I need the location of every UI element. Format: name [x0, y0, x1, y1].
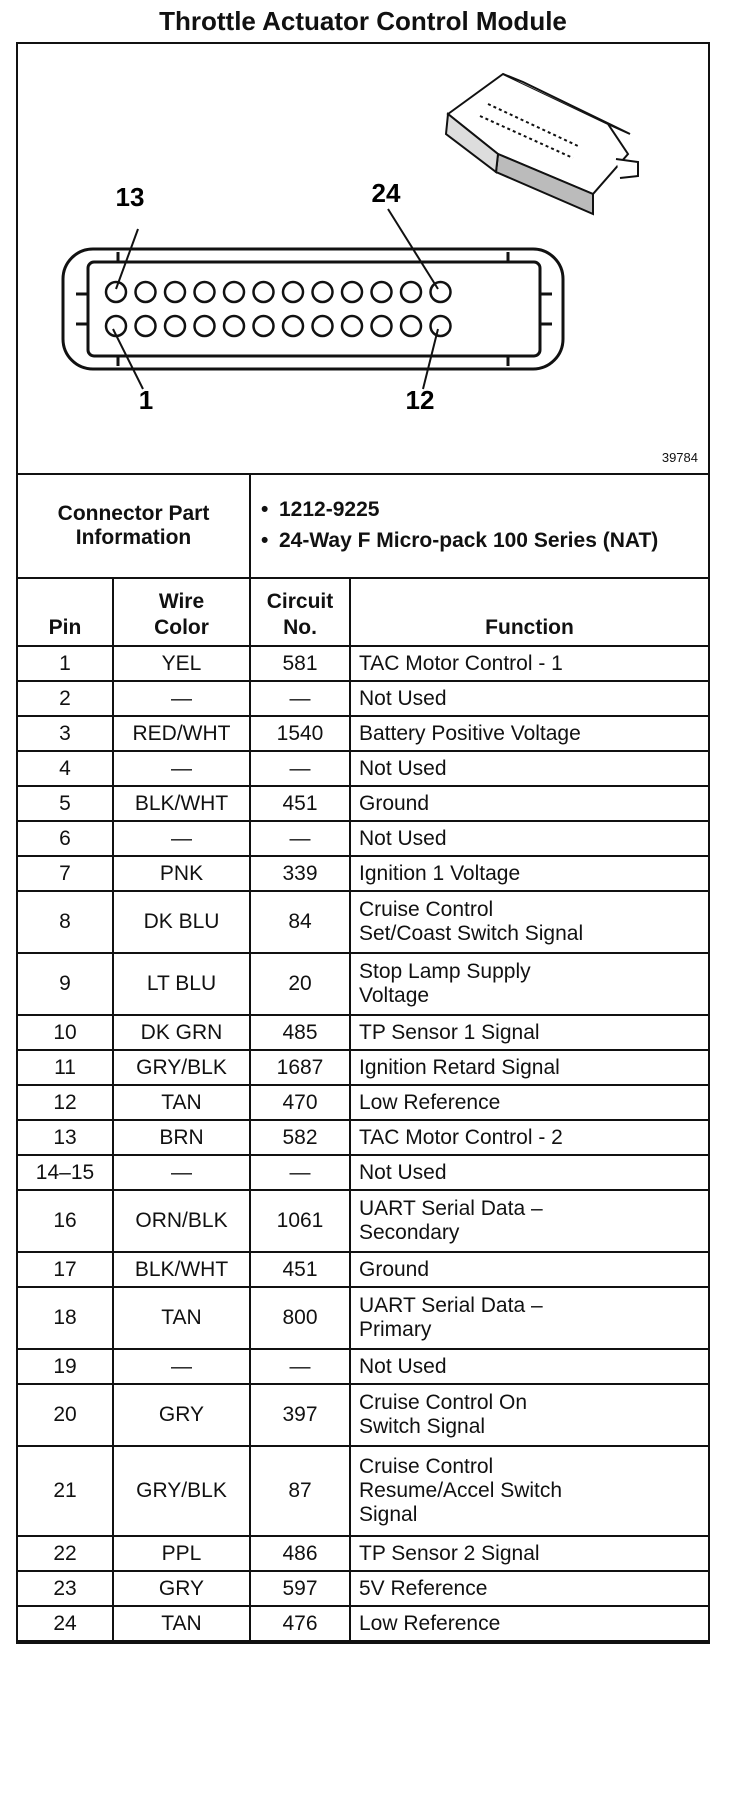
function-cell: Low Reference	[350, 1606, 708, 1641]
function-cell: Battery Positive Voltage	[350, 716, 708, 751]
pin-hole	[313, 316, 333, 336]
pin-hole	[283, 282, 303, 302]
circuit-cell: 1687	[250, 1050, 350, 1085]
pin-label-1: 1	[138, 385, 154, 415]
table-row	[18, 1190, 708, 1252]
connector-table-frame	[16, 42, 710, 1644]
pin-hole	[431, 282, 451, 302]
circuit-cell: —	[250, 681, 350, 716]
pin-cell: 14–15	[18, 1155, 113, 1190]
wire-color-cell: —	[113, 1349, 250, 1384]
function-cell: Not Used	[350, 1155, 708, 1190]
pin-cell: 5	[18, 786, 113, 821]
table-row	[18, 681, 708, 716]
table-row	[18, 1446, 708, 1536]
col-circuit: Circuit No.	[250, 579, 350, 646]
table-row	[18, 856, 708, 891]
pin-cell: 9	[18, 953, 113, 1015]
wire-color-cell: PNK	[113, 856, 250, 891]
wire-color-cell: —	[113, 751, 250, 786]
wire-color-cell: PPL	[113, 1536, 250, 1571]
circuit-cell: 87	[250, 1446, 350, 1536]
pin-hole	[431, 316, 451, 336]
table-row	[18, 1536, 708, 1571]
wire-color-cell: YEL	[113, 646, 250, 681]
pin-cell: 21	[18, 1446, 113, 1536]
connector-info-label: Connector Part Information	[18, 475, 250, 578]
pin-label-24: 24	[371, 178, 401, 208]
connector-3d-sketch	[446, 74, 638, 214]
function-cell: Ground	[350, 1252, 708, 1287]
pin-hole	[254, 316, 274, 336]
pin-cell: 11	[18, 1050, 113, 1085]
pin-hole	[283, 316, 303, 336]
pin-cell: 10	[18, 1015, 113, 1050]
pin-hole	[224, 282, 244, 302]
wire-color-cell: —	[113, 1155, 250, 1190]
wire-color-cell: BLK/WHT	[113, 786, 250, 821]
pin-hole	[165, 282, 185, 302]
table-row	[18, 716, 708, 751]
circuit-cell: 597	[250, 1571, 350, 1606]
page-title: Throttle Actuator Control Module	[159, 6, 567, 36]
circuit-cell: 339	[250, 856, 350, 891]
pin-cell: 13	[18, 1120, 113, 1155]
circuit-cell: —	[250, 751, 350, 786]
circuit-cell: 800	[250, 1287, 350, 1349]
pin-hole	[136, 282, 156, 302]
circuit-cell: 581	[250, 646, 350, 681]
pin-hole	[313, 282, 333, 302]
circuit-cell: 397	[250, 1384, 350, 1446]
function-cell: 5V Reference	[350, 1571, 708, 1606]
connector-description: • 24-Way F Micro-pack 100 Series (NAT)	[261, 528, 702, 553]
pin-cell: 8	[18, 891, 113, 953]
circuit-cell: 451	[250, 1252, 350, 1287]
figure-number: 39784	[661, 450, 698, 465]
circuit-cell: 1061	[250, 1190, 350, 1252]
pin-cell: 19	[18, 1349, 113, 1384]
pin-cell: 20	[18, 1384, 113, 1446]
pin-hole	[401, 282, 421, 302]
pin-cell: 22	[18, 1536, 113, 1571]
pin-row-top	[106, 282, 451, 302]
connector-info-values	[250, 475, 708, 578]
circuit-cell: 486	[250, 1536, 350, 1571]
circuit-cell: 84	[250, 891, 350, 953]
wire-color-cell: LT BLU	[113, 953, 250, 1015]
function-cell: Cruise Control Set/Coast Switch Signal	[350, 891, 708, 953]
wire-color-cell: GRY/BLK	[113, 1050, 250, 1085]
function-cell: TAC Motor Control - 1	[350, 646, 708, 681]
circuit-cell: 20	[250, 953, 350, 1015]
pin-hole	[165, 316, 185, 336]
pinout-header	[18, 579, 708, 646]
pin-hole	[401, 316, 421, 336]
connector-part-number: • 1212-9225	[261, 497, 702, 522]
pin-cell: 1	[18, 646, 113, 681]
circuit-cell: 451	[250, 786, 350, 821]
table-row	[18, 821, 708, 856]
circuit-cell: 476	[250, 1606, 350, 1641]
function-cell: Cruise Control Resume/Accel Switch Signal	[350, 1446, 708, 1536]
pin-cell: 4	[18, 751, 113, 786]
col-pin: Pin	[18, 579, 113, 646]
table-row	[18, 953, 708, 1015]
table-row	[18, 1252, 708, 1287]
function-cell: Cruise Control On Switch Signal	[350, 1384, 708, 1446]
connector-info-table	[18, 475, 708, 579]
function-cell: Stop Lamp Supply Voltage	[350, 953, 708, 1015]
table-row	[18, 1349, 708, 1384]
table-row	[18, 786, 708, 821]
pin-hole	[195, 282, 215, 302]
function-cell: UART Serial Data – Primary	[350, 1287, 708, 1349]
leader-pin-12	[423, 329, 438, 389]
pin-cell: 23	[18, 1571, 113, 1606]
wire-color-cell: GRY	[113, 1384, 250, 1446]
table-row	[18, 751, 708, 786]
table-row	[18, 1120, 708, 1155]
table-row	[18, 1050, 708, 1085]
table-row	[18, 1606, 708, 1641]
col-function: Function	[350, 579, 708, 646]
pin-cell: 2	[18, 681, 113, 716]
circuit-cell: —	[250, 821, 350, 856]
function-cell: TP Sensor 2 Signal	[350, 1536, 708, 1571]
wire-color-cell: ORN/BLK	[113, 1190, 250, 1252]
pin-cell: 6	[18, 821, 113, 856]
wire-color-cell: TAN	[113, 1606, 250, 1641]
pin-cell: 17	[18, 1252, 113, 1287]
table-row	[18, 1287, 708, 1349]
circuit-cell: 470	[250, 1085, 350, 1120]
function-cell: Not Used	[350, 751, 708, 786]
pin-cell: 12	[18, 1085, 113, 1120]
pin-cell: 16	[18, 1190, 113, 1252]
function-cell: TP Sensor 1 Signal	[350, 1015, 708, 1050]
pinout-table	[18, 579, 708, 1642]
connector-diagram	[18, 44, 708, 475]
pin-hole	[342, 282, 362, 302]
wire-color-cell: DK GRN	[113, 1015, 250, 1050]
function-cell: TAC Motor Control - 2	[350, 1120, 708, 1155]
wire-color-cell: GRY/BLK	[113, 1446, 250, 1536]
table-row	[18, 1155, 708, 1190]
wire-color-cell: —	[113, 821, 250, 856]
circuit-cell: 582	[250, 1120, 350, 1155]
table-row	[18, 1085, 708, 1120]
wire-color-cell: BRN	[113, 1120, 250, 1155]
pin-label-12: 12	[405, 385, 435, 415]
wire-color-cell: TAN	[113, 1287, 250, 1349]
table-row	[18, 1571, 708, 1606]
pin-cell: 24	[18, 1606, 113, 1641]
wire-color-cell: GRY	[113, 1571, 250, 1606]
pin-hole	[106, 282, 126, 302]
circuit-cell: 485	[250, 1015, 350, 1050]
wire-color-cell: BLK/WHT	[113, 1252, 250, 1287]
wire-color-cell: —	[113, 681, 250, 716]
pin-hole	[136, 316, 156, 336]
table-row	[18, 1384, 708, 1446]
pin-hole	[254, 282, 274, 302]
function-cell: Not Used	[350, 681, 708, 716]
circuit-cell: —	[250, 1155, 350, 1190]
table-row	[18, 646, 708, 681]
function-cell: Not Used	[350, 1349, 708, 1384]
wire-color-cell: TAN	[113, 1085, 250, 1120]
pin-hole	[342, 316, 362, 336]
function-cell: Ground	[350, 786, 708, 821]
pin-cell: 7	[18, 856, 113, 891]
circuit-cell: —	[250, 1349, 350, 1384]
pin-cell: 18	[18, 1287, 113, 1349]
pin-hole	[372, 316, 392, 336]
function-cell: Not Used	[350, 821, 708, 856]
connector-drawing	[18, 44, 708, 473]
wire-color-cell: DK BLU	[113, 891, 250, 953]
connector-face	[63, 249, 563, 369]
pin-hole	[372, 282, 392, 302]
pin-row-bottom	[106, 316, 451, 336]
pin-label-13: 13	[115, 182, 145, 212]
function-cell: UART Serial Data – Secondary	[350, 1190, 708, 1252]
table-row	[18, 1015, 708, 1050]
wire-color-cell: RED/WHT	[113, 716, 250, 751]
function-cell: Low Reference	[350, 1085, 708, 1120]
circuit-cell: 1540	[250, 716, 350, 751]
col-wire-color: Wire Color	[113, 579, 250, 646]
pin-hole	[224, 316, 244, 336]
function-cell: Ignition Retard Signal	[350, 1050, 708, 1085]
pin-hole	[195, 316, 215, 336]
table-row	[18, 891, 708, 953]
function-cell: Ignition 1 Voltage	[350, 856, 708, 891]
pin-cell: 3	[18, 716, 113, 751]
